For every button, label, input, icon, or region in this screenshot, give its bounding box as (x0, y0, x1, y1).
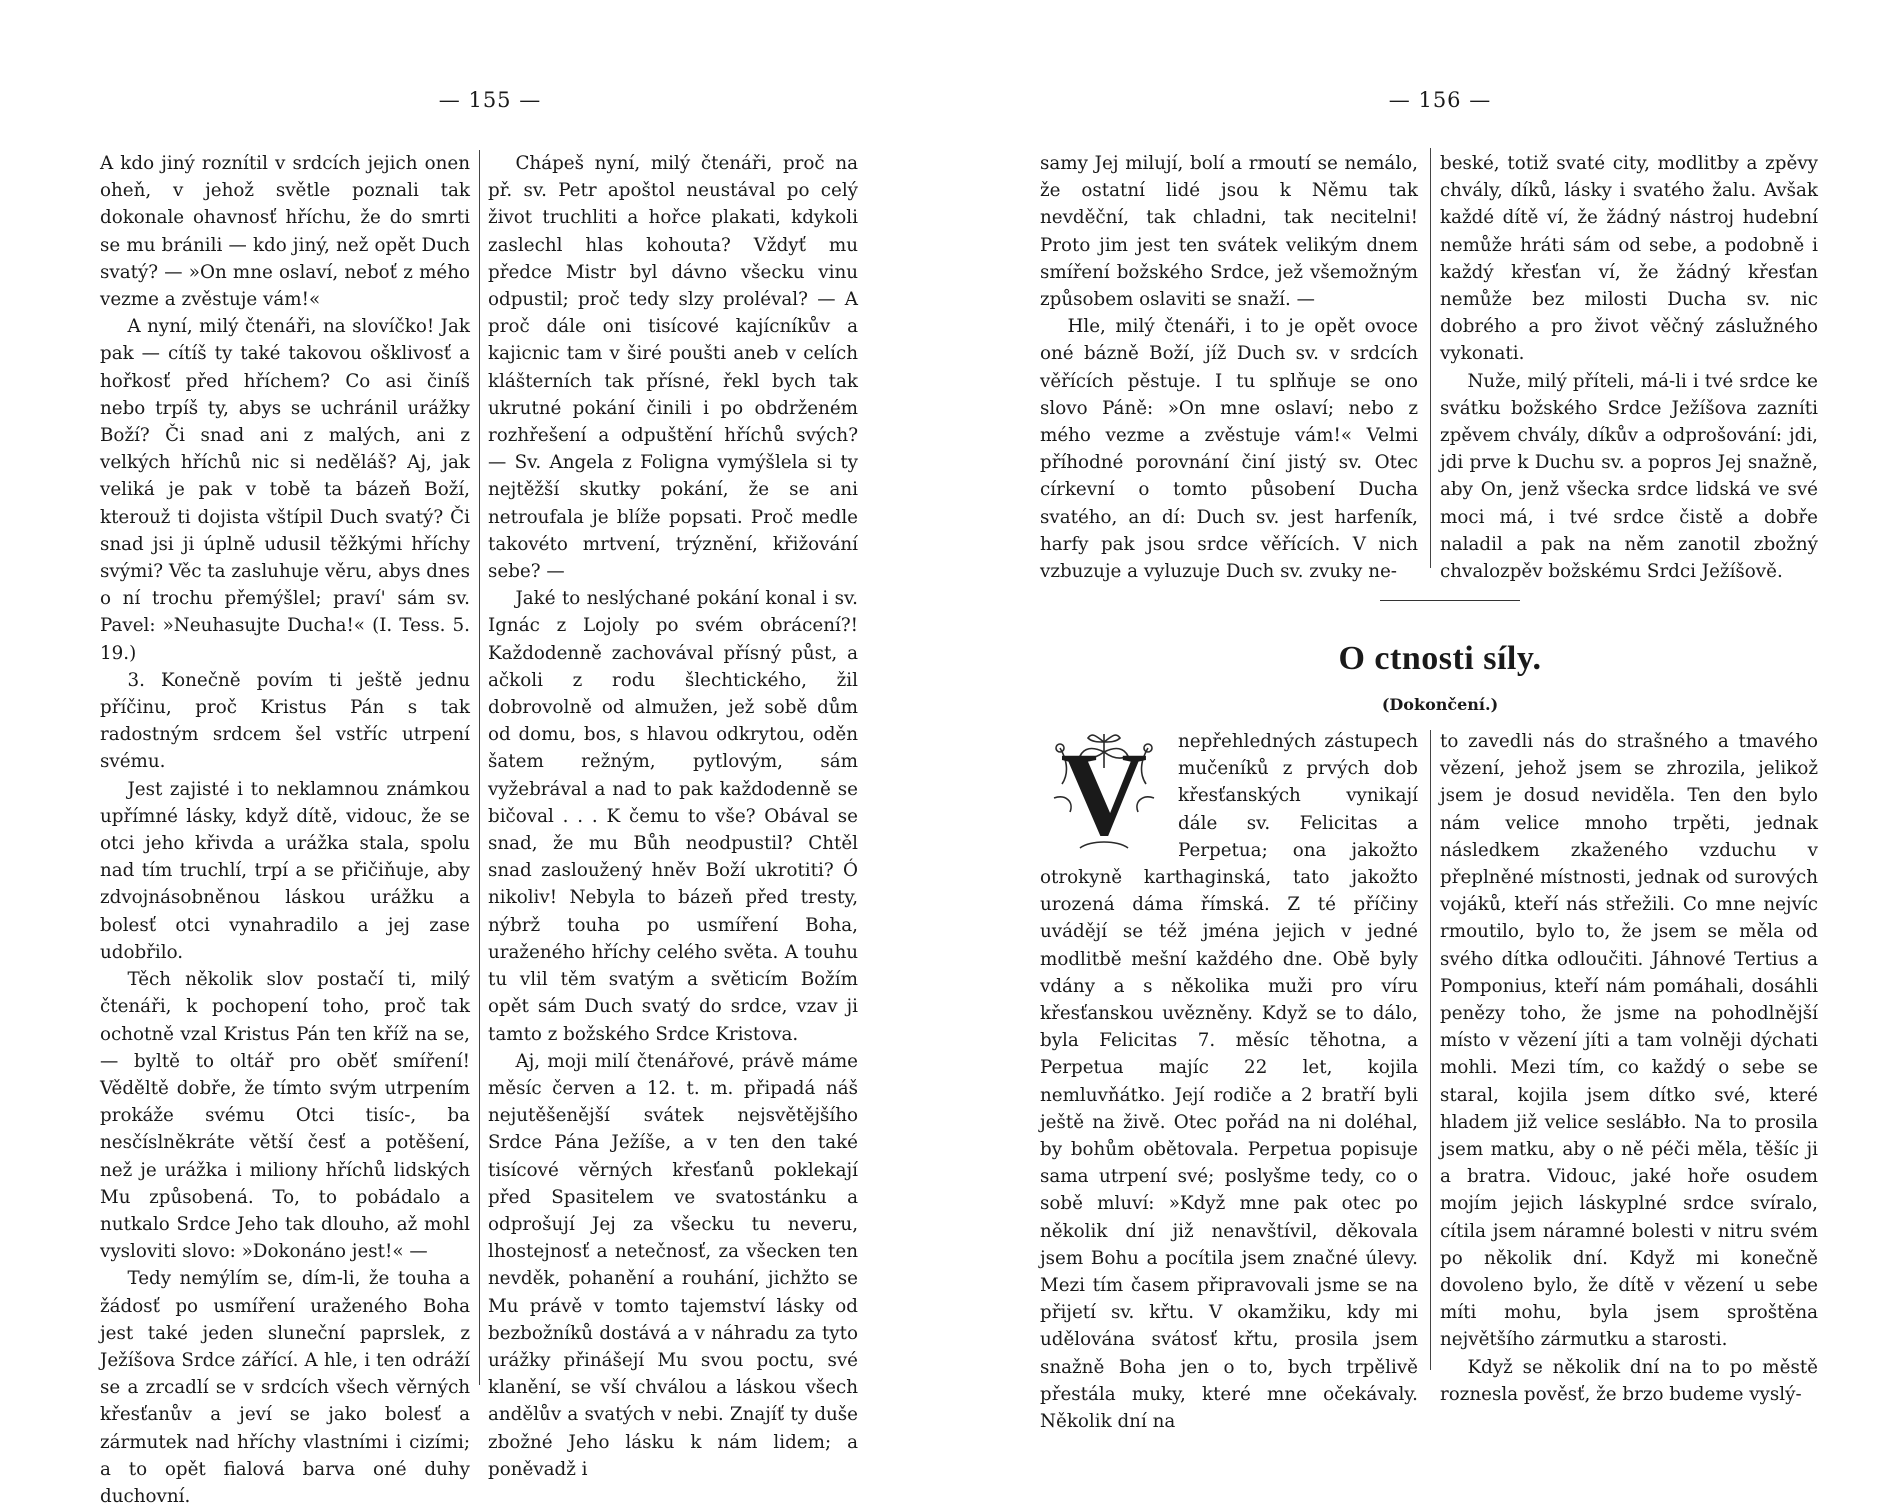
paragraph: beské, totiž svaté city, modlitby a zpěvy chvály, díků, lásky i svatého žalu. Avšak každé dítě ví, že žádný nástroj hudební nemůže hráti sám od sebe, a podobně i každý křesťan ví, že žádný křesťan nemůže bez milosti Ducha sv. nic dobrého a pro život věčný záslužného vykonati. (1440, 153, 1818, 365)
paragraph: Hle, milý čtenáři, i to je opět ovoce oné bázně Boží, jíž Duch sv. v srdcích věřících pěstuje. I tu splňuje se ono slovo Páně: »On mne oslaví; nebo z mého vezme a zvěstuje vám!« Velmi příhodné porovnání činí jistý sv. Otec církevní o tomto působení Ducha svatého, an dí: Duch sv. jest harfeník, harfy pak jsou srdce věřících. V nich vzbuzuje a vyluzuje Duch sv. zvuky ne- (1040, 316, 1418, 583)
paragraph: Jest zajisté i to neklamnou známkou upřímné lásky, když dítě, vidouc, že se otci jeho křivda a urážka stala, spolu nad tím truchlí, trpí a se přičiňuje, aby zdvojnásobněnou láskou urážku a bolesť otci vynahradilo a jej zase udobřilo. (100, 778, 470, 963)
paragraph: Aj, moji milí čtenářové, právě máme měsíc červen a 12. t. m. připadá náš nejutěšenější svátek nejsvětějšího Srdce Pána Ježíše, a v ten den také tisícové věrných křesťanů poklekají před Spasitelem ve svatostánku a odprošují Jej za všecku tu neveru, lhostejnosť a netečnosť, za všecken ten nevděk, pohanění a rouhání, jichžto se Mu právě v tomto tajemství lásky od bezbožníků dostává a v náhradu za tyto urážky přinášejí Mu svou poctu, své klanění, se vší chválou a láskou všech andělův a svatých v nebi. Znajíť ty duše zbožné Jeho lásku k nám lidem; a poněvadž i (488, 1050, 858, 1480)
paragraph: Když se několik dní na to po městě roznesla pověsť, že brzo budeme vyslý- (1440, 1356, 1818, 1405)
paragraph: to zavedli nás do strašného a tmavého vězení, jehož jsem se zhrozila, jelikož jsem je dosud neviděla. Ten den bylo nám velice mnoho trpěti, jednak následkem zkaženého vzduchu v přeplněné místnosti, jednak od surových vojáků, kteří nás střežili. Co mne nejvíc rmoutilo, bylo to, že jsem se měla od svého dítka odloučiti. Jáhnové Tertius a Pomponius, kteří nám pomáhali, dosáhli penězy toho, že jsme na pohodlnější místo v vězení jíti a tam volněji dýchati mohli. Mezi tím, co každý o sebe se staral, kojila jsem dítko své, které hladem již velice seslábło. Na to prosila jsem matku, aby o ně péči měla, těšíc ji a bratra. Vidouc, jaké hoře osudem mojím jejich láskyplné srdce svíralo, cítila jsem náramné bolesti v nitru svém po několik dní. Když mi konečně dovoleno bylo, že dítě v vězení u sebe míti mohu, byla jsem sproštěna největšího zármutku a starosti. (1440, 731, 1818, 1351)
left-page (80, 0, 900, 1507)
page-number: — 155 — (438, 88, 542, 112)
text-column-1 (100, 150, 470, 1510)
page-number: — 156 — (1388, 88, 1492, 112)
ornamental-initial (1040, 728, 1168, 860)
paragraph: Jaké to neslýchané pokání konal i sv. Ignác z Lojoly po svém obrácení?! Každodenně zachovával přísný půst, a ačkoli z rodu šlechtického, žil dobrovolně od almužen, jež sobě dům od domu, bos, s hlavou odkrytou, oděn šatem režným, pytlovým, sám vyžebrával a nad to pak každodenně se bičoval . . . K čemu to vše? Obával se snad, že mu Bůh neodpustil? Chtěl snad zasloužený hněv Boží ukrotiti? Ó nikoliv! Nebyla to bázeň před tresty, nýbrž touha po usmíření Boha, uraženého hříchy celého světa. A touhu tu vlil těm svatým a světicím Božím opět sám Duch svatý do srdce, vzav ji tamto z božského Srdce Kristova. (488, 588, 858, 1045)
paragraph: 3. Konečně povím ti ještě jednu příčinu, proč Kristus Pán s tak radostným srdcem šel vstříc utrpení svému. (100, 669, 470, 773)
section-separator (1380, 600, 1520, 601)
paragraph: samy Jej milují, bolí a rmoutí se nemálo, že ostatní lidé jsou k Němu tak nevděční, tak chladni, tak necitelni! Proto jim jest ten svátek velikým dnem smíření božského Srdce, jež všemožným způsobem oslaviti se snaží. — (1040, 153, 1418, 311)
right-page (1040, 0, 1840, 1500)
column-divider (479, 150, 480, 1385)
text-column-4 (1440, 150, 1818, 585)
text-column-6 (1440, 728, 1818, 1408)
paragraph: nepřehledných zástupech mučeníků z prvých dob křesťanských vynikají dále sv. Felicitas a Perpetua; ona jakožto otrokyně karthaginská, tato jakožto urozená dáma římská. Z té příčiny uvádějí se též jména jejich v jedné modlitbě mešní každého dne. Obě byly vdány a s několika muži pro víru křesťanskou uvězněny. Když se to dálo, byla Felicitas 7. měsíc těhotna, a Perpetua majíc 22 let, kojila nemluvňátko. Její rodiče a 2 bratří byli ještě na živě. Otec pořád na ni doléhal, by bohům obětovala. Perpetua popisuje sama utrpení své; poslyšme tedy, co o sobě mluví: »Když mne pak otec po několik dní již nenavštívil, děkovala jsem Bohu a pocítila jsem značné úlevy. Mezi tím časem připravovali jsme se na přijetí sv. křtu. V okamžiku, kdy mi udělována svátosť křtu, prosila jsem snažně Boha jen o to, bych trpělivě přestála muky, které mne očekávaly. Několik dní na (1040, 731, 1418, 1433)
paragraph: A kdo jiný roznítil v srdcích jejich onen oheň, v jehož světle poznali tak dokonale ohavnosť hříchu, že do smrti se mu bránili — kdo jiný, než opět Duch svatý? — »On mne oslaví, neboť z mého vezme a zvěstuje vám!« (100, 153, 470, 311)
paragraph: Nuže, milý příteli, má-li i tvé srdce ke svátku božského Srdce Ježíšova zazníti zpěvem chvály, díkův a odprošování: jdi, jdi prve k Duchu sv. a popros Jej snažně, aby On, jenž všecka srdce lidská ve své moci má, i tvé srdce čistě a dobře naladil a pak na něm zanotil zbožný chvalozpěv božskému Srdci Ježíšově. (1440, 370, 1818, 583)
paragraph: Chápeš nyní, milý čtenáři, proč na př. sv. Petr apoštol neustával po celý život truchliti a hořce plakati, kdykoli zaslechl hlas kohouta? Vždyť mu předce Mistr byl dávno všecku vinu odpustil; proč tedy slzy proléval? — A proč dále oni tisícové kajícníkův a kajicnic tam v širé poušti aneb v celích klášterních tak přísné, řekl bych tak ukrutné pokání činili i po obdrženém rozhřešení a odpuštění hříchů svých? — Sv. Angela z Foligna vymýšlela si ty nejtěžší skutky pokání, že se ani netroufala je blíže popsati. Proč medle takovéto mrtvení, trýznění, křižování sebe? — (488, 153, 858, 583)
paragraph: A nyní, milý čtenáři, na slovíčko! Jak pak — cítíš ty také takovou ošklivosť a hořkosť před hříchem? Co asi činíš nebo trpíš ty, abys se uchránil urážky Boží? Či snad ani z malých, ani z velkých hříchů nic si neděláš? Aj, jak veliká je pak v tobě ta bázeň Boží, kterouž ti dojista vštípil Duch svatý? Či snad jsi ji úplně udusil těžkými hříchy svými? Věc ta zasluhuje věru, abys dnes o ní trochu přemýšlel; praví' sám sv. Pavel: »Neuhasujte Ducha!« (I. Tess. 5. 19.) (100, 316, 470, 664)
text-column-5 (1040, 728, 1418, 1435)
paragraph: Těch několik slov postačí ti, milý čtenáři, k pochopení toho, proč tak ochotně vzal Kristus Pán ten kříž na se, — byltě to oltář pro oběť smíření! Věděltě dobře, že tímto svým utrpením prokáže svému Otci tisíc-, ba nesčíslněkráte větší česť a potěšení, než je urážka i miliony hříchů lidských Mu způsobená. To, to pobádalo a nutkalo Srdce Jeho tak dlouho, až mohl vysloviti slovo: »Dokonáno jest!« — (100, 969, 470, 1263)
dropcap-letter: V (1060, 727, 1148, 860)
text-column-3 (1040, 150, 1418, 585)
article-subtitle: (Dokončení.) (1381, 695, 1499, 714)
text-column-2 (488, 150, 858, 1483)
paragraph: Tedy nemýlím se, dím-li, že touha a žádosť po usmíření uraženého Boha jest také jeden sluneční paprslek, z Ježíšova Srdce zářící. A hle, i ten odráží se a zrcadlí se v srdcích všech věrných křesťanův a jeví se jako bolesť a zármutek nad hříchy vlastními i cizími; a to opět fialová barva oné duhy duchovní. (100, 1268, 470, 1507)
column-divider (1430, 148, 1431, 568)
column-divider (1430, 730, 1431, 1370)
article-title: O ctnosti síly. (1338, 640, 1542, 677)
